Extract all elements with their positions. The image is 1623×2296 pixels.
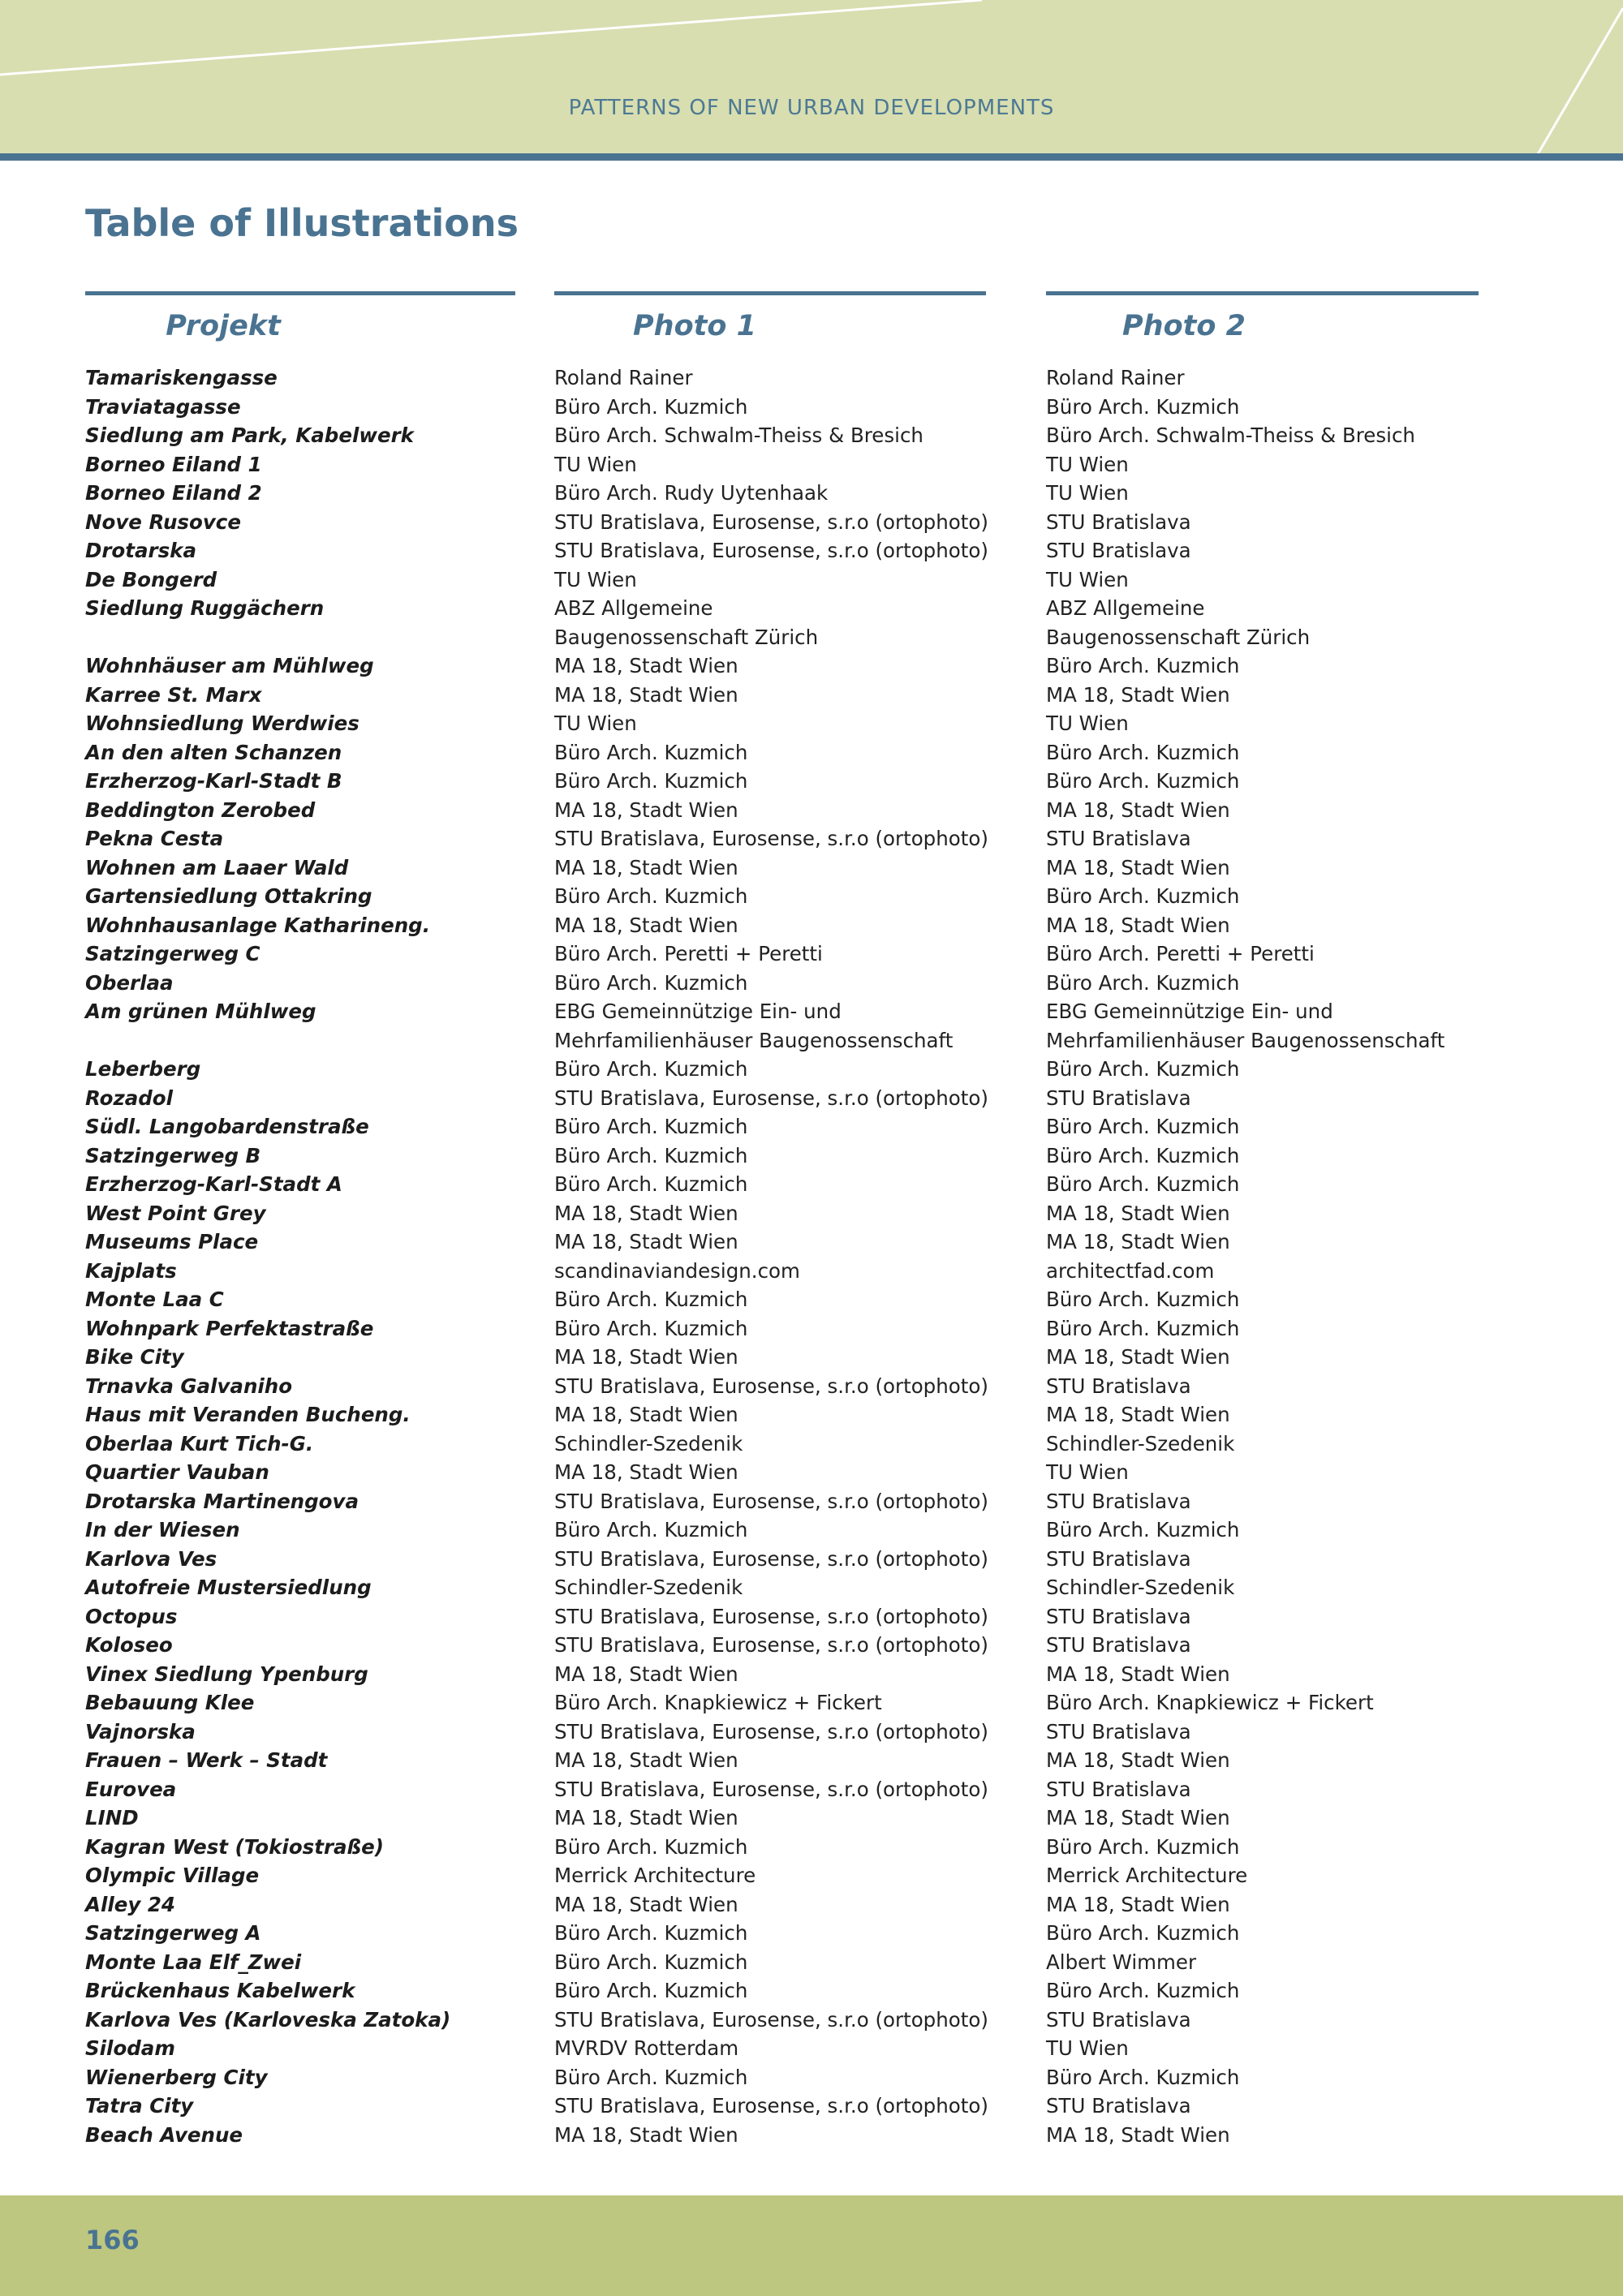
- photo1-column-header: Photo 1: [633, 310, 756, 342]
- table-row: [0, 1170, 1623, 1199]
- project-name: In der Wiesen: [85, 1518, 240, 1541]
- photo2-credit: ABZ Allgemeine Baugenossenschaft Zürich: [1046, 596, 1311, 649]
- photo1-credit: MA 18, Stadt Wien: [554, 654, 738, 677]
- photo1-credit: Büro Arch. Rudy Uytenhaak: [554, 481, 829, 505]
- project-name: Kajplats: [85, 1258, 177, 1283]
- project-name: Alley 24: [85, 1892, 175, 1916]
- project-name: Bebauung Klee: [85, 1691, 255, 1714]
- table-row: [0, 796, 1623, 825]
- project-name: Monte Laa C: [85, 1288, 224, 1311]
- photo2-credit: architectfad.com: [1046, 1258, 1215, 1283]
- table-row: [0, 1487, 1623, 1516]
- photo1-credit: MA 18, Stadt Wien: [554, 1230, 738, 1253]
- page-footer: [0, 2195, 1623, 2296]
- photo2-credit: STU Bratislava: [1046, 1546, 1191, 1571]
- project-column-rule: [85, 291, 515, 295]
- photo1-credit: Büro Arch. Knapkiewicz + Fickert: [554, 1691, 882, 1714]
- project-name: Drotarska: [85, 539, 196, 562]
- photo2-credit: Büro Arch. Kuzmich: [1046, 2065, 1240, 2089]
- table-row: [0, 1718, 1623, 1747]
- photo2-credit: Büro Arch. Kuzmich: [1046, 970, 1240, 995]
- photo1-credit: scandinaviandesign.com: [554, 1258, 800, 1283]
- table-row: [0, 1660, 1623, 1689]
- project-name: Kagran West (Tokiostraße): [85, 1834, 384, 1859]
- project-name: Siedlung am Park, Kabelwerk: [85, 424, 414, 447]
- table-row: [0, 1458, 1623, 1487]
- photo1-credit: MA 18, Stadt Wien: [554, 1201, 738, 1225]
- table-row: [0, 709, 1623, 738]
- decorative-lines: [0, 0, 1623, 154]
- project-name: Haus mit Veranden Bucheng.: [85, 1403, 411, 1426]
- photo1-credit: STU Bratislava, Eurosense, s.r.o (ortophoto): [554, 2094, 988, 2118]
- project-name: Octopus: [85, 1604, 178, 1628]
- photo1-credit: STU Bratislava, Eurosense, s.r.o (ortophoto): [554, 1777, 988, 1801]
- photo2-credit: TU Wien: [1046, 481, 1129, 505]
- photo2-credit: Büro Arch. Knapkiewicz + Fickert: [1046, 1691, 1374, 1714]
- table-row: [0, 767, 1623, 796]
- photo1-credit: Schindler-Szedenik: [554, 1576, 743, 1599]
- photo2-credit: MA 18, Stadt Wien: [1046, 1345, 1230, 1369]
- photo2-credit: MA 18, Stadt Wien: [1046, 1806, 1230, 1829]
- table-row: [0, 1228, 1623, 1257]
- project-name: An den alten Schanzen: [85, 740, 342, 764]
- illustrations-table: [0, 363, 1623, 2149]
- page-header: [0, 0, 1623, 154]
- table-row: [0, 853, 1623, 883]
- table-row: [0, 536, 1623, 565]
- project-name: Drotarska Martinengova: [85, 1489, 359, 1513]
- photo2-credit: MA 18, Stadt Wien: [1046, 2122, 1230, 2147]
- project-name: Karree St. Marx: [85, 682, 262, 707]
- photo2-credit: STU Bratislava: [1046, 1719, 1191, 1743]
- photo2-credit: Büro Arch. Kuzmich: [1046, 884, 1240, 908]
- table-row: [0, 1688, 1623, 1718]
- table-row: [0, 2006, 1623, 2035]
- project-name: Silodam: [85, 2036, 175, 2060]
- project-name: Siedlung Ruggächern: [85, 596, 325, 620]
- photo2-credit: STU Bratislava: [1046, 1604, 1191, 1628]
- photo1-credit: ABZ Allgemeine Baugenossenschaft Zürich: [554, 596, 819, 649]
- photo2-credit: STU Bratislava: [1046, 2094, 1191, 2118]
- table-row: [0, 1948, 1623, 1977]
- header-rule: [0, 153, 1623, 161]
- photo1-credit: Büro Arch. Kuzmich: [554, 769, 748, 793]
- photo2-credit: TU Wien: [1046, 452, 1129, 476]
- project-name: Satzingerweg A: [85, 1921, 261, 1945]
- project-name: Eurovea: [85, 1777, 177, 1801]
- photo1-credit: MA 18, Stadt Wien: [554, 1403, 738, 1426]
- photo1-credit: STU Bratislava, Eurosense, s.r.o (ortophoto): [554, 539, 988, 562]
- photo2-credit: Merrick Architecture: [1046, 1864, 1248, 1887]
- project-name: Brückenhaus Kabelwerk: [85, 1979, 355, 2002]
- photo1-credit: Büro Arch. Kuzmich: [554, 740, 748, 764]
- photo1-credit: MA 18, Stadt Wien: [554, 1892, 738, 1916]
- photo2-credit: Büro Arch. Kuzmich: [1046, 1115, 1240, 1138]
- photo2-credit: Büro Arch. Kuzmich: [1046, 1834, 1240, 1859]
- photo1-credit: Büro Arch. Kuzmich: [554, 1518, 748, 1541]
- photo1-credit: TU Wien: [554, 567, 637, 591]
- project-name: Leberberg: [85, 1057, 201, 1081]
- table-row: [0, 1430, 1623, 1459]
- photo2-credit: MA 18, Stadt Wien: [1046, 913, 1230, 937]
- table-row: [0, 1919, 1623, 1948]
- project-name: De Bongerd: [85, 567, 217, 591]
- table-row: [0, 1573, 1623, 1602]
- photo1-credit: Roland Rainer: [554, 366, 693, 389]
- photo1-credit: MA 18, Stadt Wien: [554, 1345, 738, 1369]
- photo2-credit: MA 18, Stadt Wien: [1046, 1892, 1230, 1916]
- table-row: [0, 882, 1623, 911]
- photo1-credit: TU Wien: [554, 712, 637, 735]
- photo1-credit: MA 18, Stadt Wien: [554, 1806, 738, 1829]
- photo1-credit: Büro Arch. Kuzmich: [554, 1921, 748, 1945]
- photo1-credit: STU Bratislava, Eurosense, s.r.o (ortophoto): [554, 1604, 988, 1628]
- table-row: [0, 1976, 1623, 2006]
- photo1-credit: STU Bratislava, Eurosense, s.r.o (ortophoto): [554, 510, 988, 534]
- project-name: Traviatagasse: [85, 394, 241, 419]
- photo1-credit: Schindler-Szedenik: [554, 1431, 743, 1455]
- photo1-credit: MA 18, Stadt Wien: [554, 2122, 738, 2147]
- table-row: [0, 939, 1623, 969]
- photo1-credit: Büro Arch. Schwalm-Theiss & Bresich: [554, 424, 923, 447]
- table-row: [0, 479, 1623, 508]
- photo2-credit: MA 18, Stadt Wien: [1046, 798, 1230, 822]
- photo1-credit: Büro Arch. Kuzmich: [554, 1057, 748, 1081]
- table-row: [0, 1400, 1623, 1430]
- photo1-credit: Büro Arch. Kuzmich: [554, 1316, 748, 1340]
- project-name: Olympic Village: [85, 1864, 260, 1887]
- photo1-credit: Büro Arch. Peretti + Peretti: [554, 942, 823, 965]
- table-row: [0, 363, 1623, 393]
- table-row: [0, 1890, 1623, 1920]
- table-row: [0, 393, 1623, 422]
- photo2-credit: Büro Arch. Kuzmich: [1046, 1057, 1240, 1081]
- project-name: Tamariskengasse: [85, 366, 278, 389]
- photo2-column-rule: [1046, 291, 1479, 295]
- project-name: Oberlaa: [85, 970, 174, 995]
- project-name: Trnavka Galvaniho: [85, 1374, 293, 1398]
- photo1-credit: TU Wien: [554, 452, 637, 476]
- photo1-credit: STU Bratislava, Eurosense, s.r.o (ortophoto): [554, 1546, 988, 1571]
- photo1-credit: Büro Arch. Kuzmich: [554, 1115, 748, 1138]
- project-name: Bike City: [85, 1345, 184, 1369]
- project-name: Borneo Eiland 2: [85, 481, 262, 505]
- project-name: Beach Avenue: [85, 2122, 243, 2147]
- photo2-credit: Büro Arch. Kuzmich: [1046, 1316, 1240, 1340]
- photo1-credit: STU Bratislava, Eurosense, s.r.o (ortophoto): [554, 827, 988, 850]
- photo2-credit: Büro Arch. Kuzmich: [1046, 769, 1240, 793]
- project-name: Quartier Vauban: [85, 1460, 269, 1484]
- table-row: [0, 1833, 1623, 1862]
- table-row: [0, 1804, 1623, 1833]
- project-name: Am grünen Mühlweg: [85, 1000, 316, 1023]
- photo1-credit: Büro Arch. Kuzmich: [554, 1979, 748, 2002]
- project-name: Karlova Ves: [85, 1546, 217, 1571]
- table-row: [0, 651, 1623, 681]
- project-name: Rozadol: [85, 1086, 174, 1110]
- photo2-credit: MA 18, Stadt Wien: [1046, 1230, 1230, 1253]
- photo2-credit: TU Wien: [1046, 712, 1129, 735]
- photo2-credit: Büro Arch. Kuzmich: [1046, 740, 1240, 764]
- photo1-credit: Büro Arch. Kuzmich: [554, 884, 748, 908]
- table-row: [0, 738, 1623, 767]
- table-row: [0, 1516, 1623, 1545]
- table-row: [0, 1602, 1623, 1632]
- project-name: Vajnorska: [85, 1719, 196, 1743]
- table-row: [0, 1746, 1623, 1775]
- table-row: [0, 969, 1623, 998]
- project-name: Museums Place: [85, 1230, 259, 1253]
- running-title: PATTERNS OF NEW URBAN DEVELOPMENTS: [568, 96, 1055, 120]
- photo2-credit: STU Bratislava: [1046, 1086, 1191, 1110]
- photo2-credit: MA 18, Stadt Wien: [1046, 1403, 1230, 1426]
- photo1-credit: Büro Arch. Kuzmich: [554, 1950, 748, 1974]
- project-name: Karlova Ves (Karloveska Zatoka): [85, 2007, 451, 2032]
- table-row: [0, 1343, 1623, 1372]
- photo2-credit: Büro Arch. Kuzmich: [1046, 1143, 1240, 1167]
- photo1-credit: STU Bratislava, Eurosense, s.r.o (ortophoto): [554, 1374, 988, 1398]
- table-row: [0, 565, 1623, 595]
- table-row: [0, 1861, 1623, 1890]
- photo1-credit: Merrick Architecture: [554, 1864, 756, 1887]
- photo2-credit: Büro Arch. Kuzmich: [1046, 654, 1240, 677]
- table-row: [0, 1545, 1623, 1574]
- project-name: Wohnhausanlage Katharineng.: [85, 913, 431, 937]
- photo2-credit: Büro Arch. Kuzmich: [1046, 394, 1240, 419]
- photo1-credit: Büro Arch. Kuzmich: [554, 1834, 748, 1859]
- photo2-credit: EBG Gemeinnützige Ein- und Mehrfamilienhäuser Baugenossenschaft: [1046, 1000, 1445, 1052]
- photo2-credit: Büro Arch. Kuzmich: [1046, 1979, 1240, 2002]
- photo2-credit: MA 18, Stadt Wien: [1046, 1662, 1230, 1686]
- table-row: [0, 1055, 1623, 1084]
- table-row: [0, 1314, 1623, 1344]
- photo2-credit: STU Bratislava: [1046, 1633, 1191, 1657]
- project-name: Nove Rusovce: [85, 510, 241, 534]
- table-row: [0, 594, 1623, 651]
- photo1-credit: MA 18, Stadt Wien: [554, 682, 738, 707]
- photo2-credit: STU Bratislava: [1046, 1489, 1191, 1513]
- photo2-credit: Albert Wimmer: [1046, 1950, 1197, 1974]
- photo1-credit: MA 18, Stadt Wien: [554, 1748, 738, 1772]
- project-name: Wohnpark Perfektastraße: [85, 1316, 374, 1340]
- photo2-credit: STU Bratislava: [1046, 510, 1191, 534]
- photo2-credit: Büro Arch. Peretti + Peretti: [1046, 942, 1315, 965]
- photo1-credit: STU Bratislava, Eurosense, s.r.o (ortophoto): [554, 1086, 988, 1110]
- photo2-credit: TU Wien: [1046, 2036, 1129, 2060]
- table-row: [0, 450, 1623, 479]
- project-name: Beddington Zerobed: [85, 798, 316, 822]
- photo1-credit: MA 18, Stadt Wien: [554, 913, 738, 937]
- table-row: [0, 1372, 1623, 1401]
- project-name: Erzherzog-Karl-Stadt B: [85, 769, 342, 793]
- photo2-credit: TU Wien: [1046, 567, 1129, 591]
- table-row: [0, 2121, 1623, 2150]
- photo1-credit: Büro Arch. Kuzmich: [554, 1172, 748, 1196]
- table-row: [0, 1084, 1623, 1113]
- photo2-credit: STU Bratislava: [1046, 827, 1191, 850]
- project-name: West Point Grey: [85, 1201, 266, 1225]
- project-name: Monte Laa Elf_Zwei: [85, 1950, 302, 1974]
- photo2-credit: Schindler-Szedenik: [1046, 1576, 1235, 1599]
- page-title: Table of Illustrations: [85, 201, 519, 245]
- project-name: Autofreie Mustersiedlung: [85, 1576, 372, 1599]
- project-name: Oberlaa Kurt Tich-G.: [85, 1431, 314, 1455]
- project-name: Tatra City: [85, 2094, 194, 2118]
- project-name: Wohnen am Laaer Wald: [85, 855, 349, 879]
- page-number: 166: [85, 2225, 140, 2255]
- photo2-credit: MA 18, Stadt Wien: [1046, 1201, 1230, 1225]
- table-row: [0, 508, 1623, 537]
- project-name: Pekna Cesta: [85, 827, 224, 850]
- photo2-credit: Büro Arch. Kuzmich: [1046, 1288, 1240, 1311]
- table-row: [0, 1285, 1623, 1314]
- project-name: Borneo Eiland 1: [85, 452, 262, 476]
- photo2-credit: Büro Arch. Schwalm-Theiss & Bresich: [1046, 424, 1415, 447]
- photo2-credit: Büro Arch. Kuzmich: [1046, 1921, 1240, 1945]
- photo1-credit: STU Bratislava, Eurosense, s.r.o (ortophoto): [554, 2007, 988, 2032]
- photo1-credit: EBG Gemeinnützige Ein- und Mehrfamilienhäuser Baugenossenschaft: [554, 1000, 954, 1052]
- table-row: [0, 2092, 1623, 2121]
- table-row: [0, 1142, 1623, 1171]
- photo1-credit: MA 18, Stadt Wien: [554, 855, 738, 879]
- photo2-credit: Roland Rainer: [1046, 366, 1185, 389]
- photo1-column-rule: [554, 291, 986, 295]
- photo2-credit: MA 18, Stadt Wien: [1046, 855, 1230, 879]
- project-name: Wienerberg City: [85, 2065, 268, 2089]
- table-row: [0, 1631, 1623, 1660]
- project-name: Frauen – Werk – Stadt: [85, 1748, 328, 1772]
- photo1-credit: MA 18, Stadt Wien: [554, 798, 738, 822]
- table-row: [0, 1199, 1623, 1228]
- project-name: Satzingerweg B: [85, 1143, 261, 1167]
- photo2-credit: STU Bratislava: [1046, 1777, 1191, 1801]
- project-name: Vinex Siedlung Ypenburg: [85, 1662, 368, 1686]
- table-row: [0, 421, 1623, 450]
- table-row: [0, 1112, 1623, 1142]
- table-row: [0, 2063, 1623, 2092]
- table-row: [0, 2034, 1623, 2063]
- project-name: Wohnsiedlung Werdwies: [85, 712, 359, 735]
- table-row: [0, 681, 1623, 710]
- table-row: [0, 824, 1623, 853]
- photo1-credit: STU Bratislava, Eurosense, s.r.o (ortophoto): [554, 1719, 988, 1743]
- photo2-credit: STU Bratislava: [1046, 539, 1191, 562]
- photo1-credit: MA 18, Stadt Wien: [554, 1662, 738, 1686]
- photo1-credit: STU Bratislava, Eurosense, s.r.o (ortophoto): [554, 1489, 988, 1513]
- photo1-credit: Büro Arch. Kuzmich: [554, 970, 748, 995]
- project-name: Wohnhäuser am Mühlweg: [85, 654, 374, 677]
- table-row: [0, 911, 1623, 940]
- photo1-credit: STU Bratislava, Eurosense, s.r.o (ortophoto): [554, 1633, 988, 1657]
- photo1-credit: Büro Arch. Kuzmich: [554, 1288, 748, 1311]
- project-name: LIND: [85, 1806, 139, 1829]
- photo2-credit: Büro Arch. Kuzmich: [1046, 1172, 1240, 1196]
- photo2-credit: MA 18, Stadt Wien: [1046, 1748, 1230, 1772]
- photo2-credit: Büro Arch. Kuzmich: [1046, 1518, 1240, 1541]
- photo1-credit: Büro Arch. Kuzmich: [554, 2065, 748, 2089]
- project-name: Koloseo: [85, 1633, 173, 1657]
- photo1-credit: MVRDV Rotterdam: [554, 2036, 739, 2060]
- photo2-credit: Schindler-Szedenik: [1046, 1431, 1235, 1455]
- photo2-credit: TU Wien: [1046, 1460, 1129, 1484]
- photo2-credit: STU Bratislava: [1046, 1374, 1191, 1398]
- photo2-column-header: Photo 2: [1122, 310, 1246, 342]
- photo1-credit: Büro Arch. Kuzmich: [554, 394, 748, 419]
- project-name: Südl. Langobardenstraße: [85, 1115, 369, 1138]
- project-column-header: Projekt: [166, 310, 281, 342]
- project-name: Erzherzog-Karl-Stadt A: [85, 1172, 342, 1196]
- photo1-credit: MA 18, Stadt Wien: [554, 1460, 738, 1484]
- photo2-credit: STU Bratislava: [1046, 2007, 1191, 2032]
- table-row: [0, 1257, 1623, 1286]
- photo2-credit: MA 18, Stadt Wien: [1046, 682, 1230, 707]
- table-row: [0, 1775, 1623, 1804]
- project-name: Gartensiedlung Ottakring: [85, 884, 372, 908]
- photo1-credit: Büro Arch. Kuzmich: [554, 1143, 748, 1167]
- table-row: [0, 997, 1623, 1055]
- project-name: Satzingerweg C: [85, 942, 260, 965]
